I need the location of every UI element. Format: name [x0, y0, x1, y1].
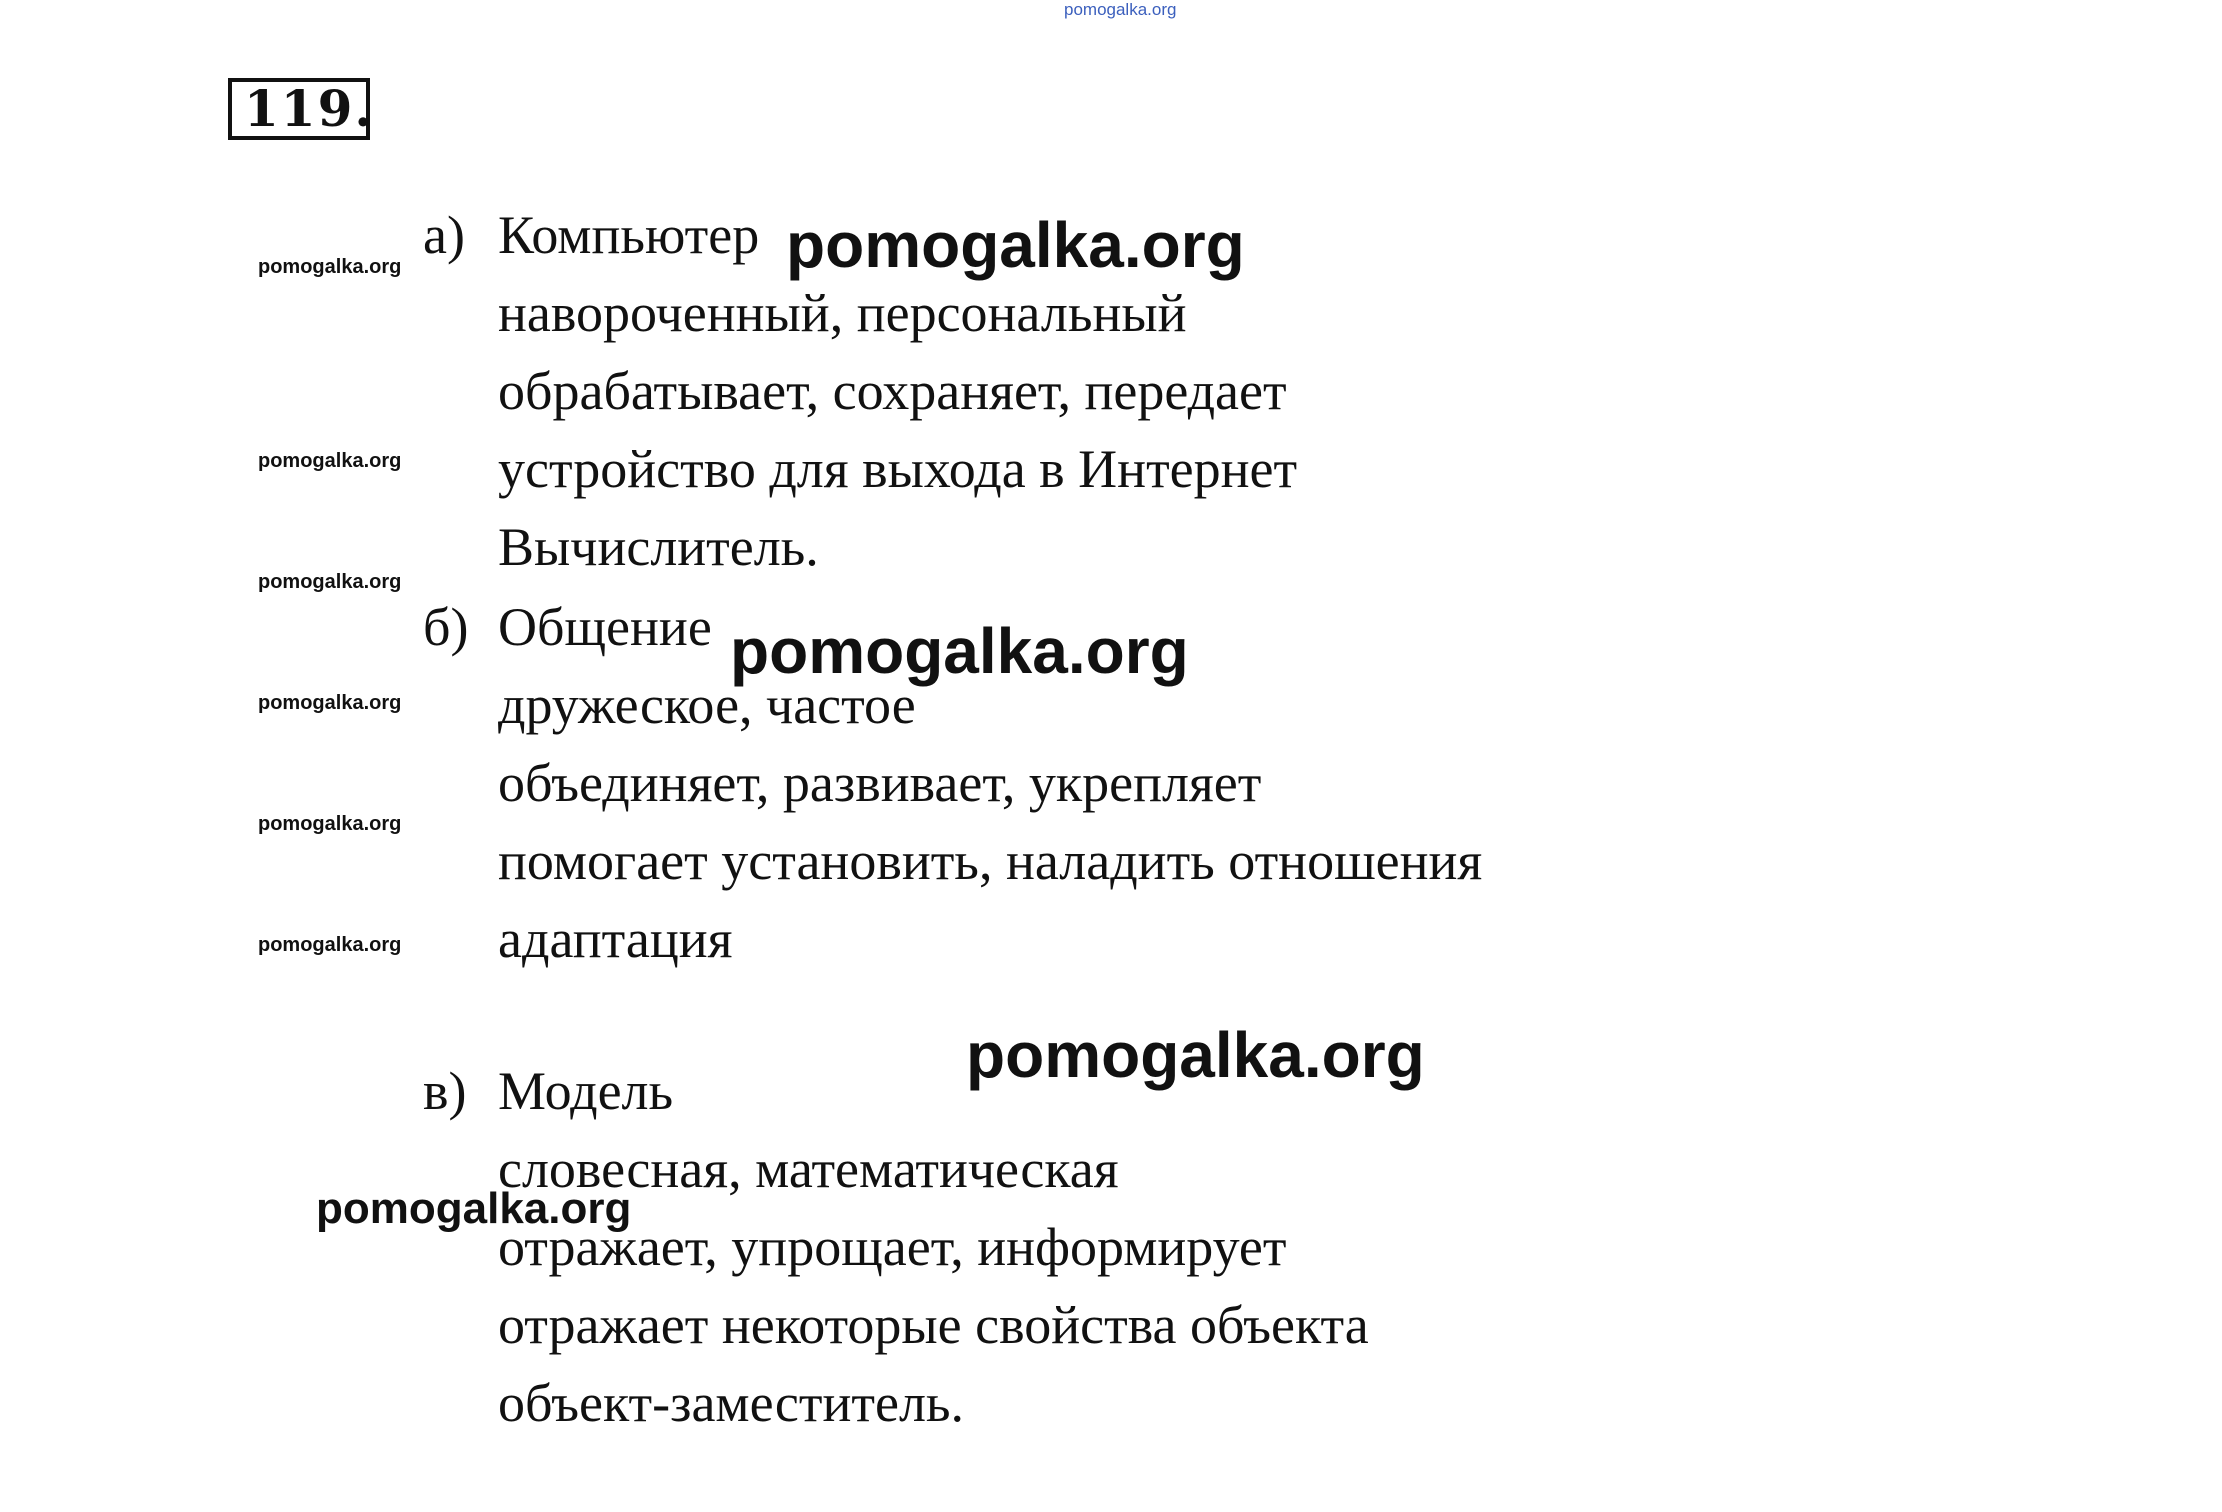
section-b-title: Общение — [498, 597, 712, 657]
section-a-title: Компьютер — [498, 205, 760, 265]
watermark-large: pomogalka.org — [730, 615, 1189, 687]
section-b-line: помогает установить, наладить отношения — [498, 831, 1483, 891]
watermark: pomogalka.org — [258, 571, 402, 593]
section-c-letter: в) — [423, 1061, 467, 1121]
section-c-line: отражает некоторые свойства объекта — [498, 1295, 1369, 1355]
site-link[interactable]: pomogalka.org — [1064, 0, 1177, 19]
watermark-large: pomogalka.org — [966, 1019, 1425, 1091]
section-b-line: дружеское, частое — [498, 675, 916, 735]
task-number: 119. — [228, 78, 370, 140]
section-c-line: словесная, математическая — [498, 1139, 1119, 1199]
section-c-line: объект-заместитель. — [498, 1373, 965, 1433]
section-c-line: отражает, упрощает, информирует — [498, 1217, 1287, 1277]
section-a-line: устройство для выхода в Интернет — [498, 439, 1298, 499]
section-a-line: обрабатывает, сохраняет, передает — [498, 361, 1287, 421]
section-b-line: объединяет, развивает, укрепляет — [498, 753, 1262, 813]
section-b-line: адаптация — [498, 909, 733, 969]
section-a-line: Вычислитель. — [498, 517, 819, 577]
watermark: pomogalka.org — [258, 256, 402, 278]
watermark: pomogalka.org — [258, 692, 402, 714]
watermark: pomogalka.org — [258, 934, 402, 956]
section-a-letter: а) — [423, 205, 465, 265]
watermark: pomogalka.org — [258, 450, 402, 472]
section-b-letter: б) — [423, 597, 469, 657]
section-c-title: Модель — [498, 1061, 674, 1121]
watermark-medium: pomogalka.org — [316, 1184, 632, 1233]
section-a-line: навороченный, персональный — [498, 283, 1187, 343]
watermark: pomogalka.org — [258, 813, 402, 835]
watermark-large: pomogalka.org — [786, 209, 1245, 281]
